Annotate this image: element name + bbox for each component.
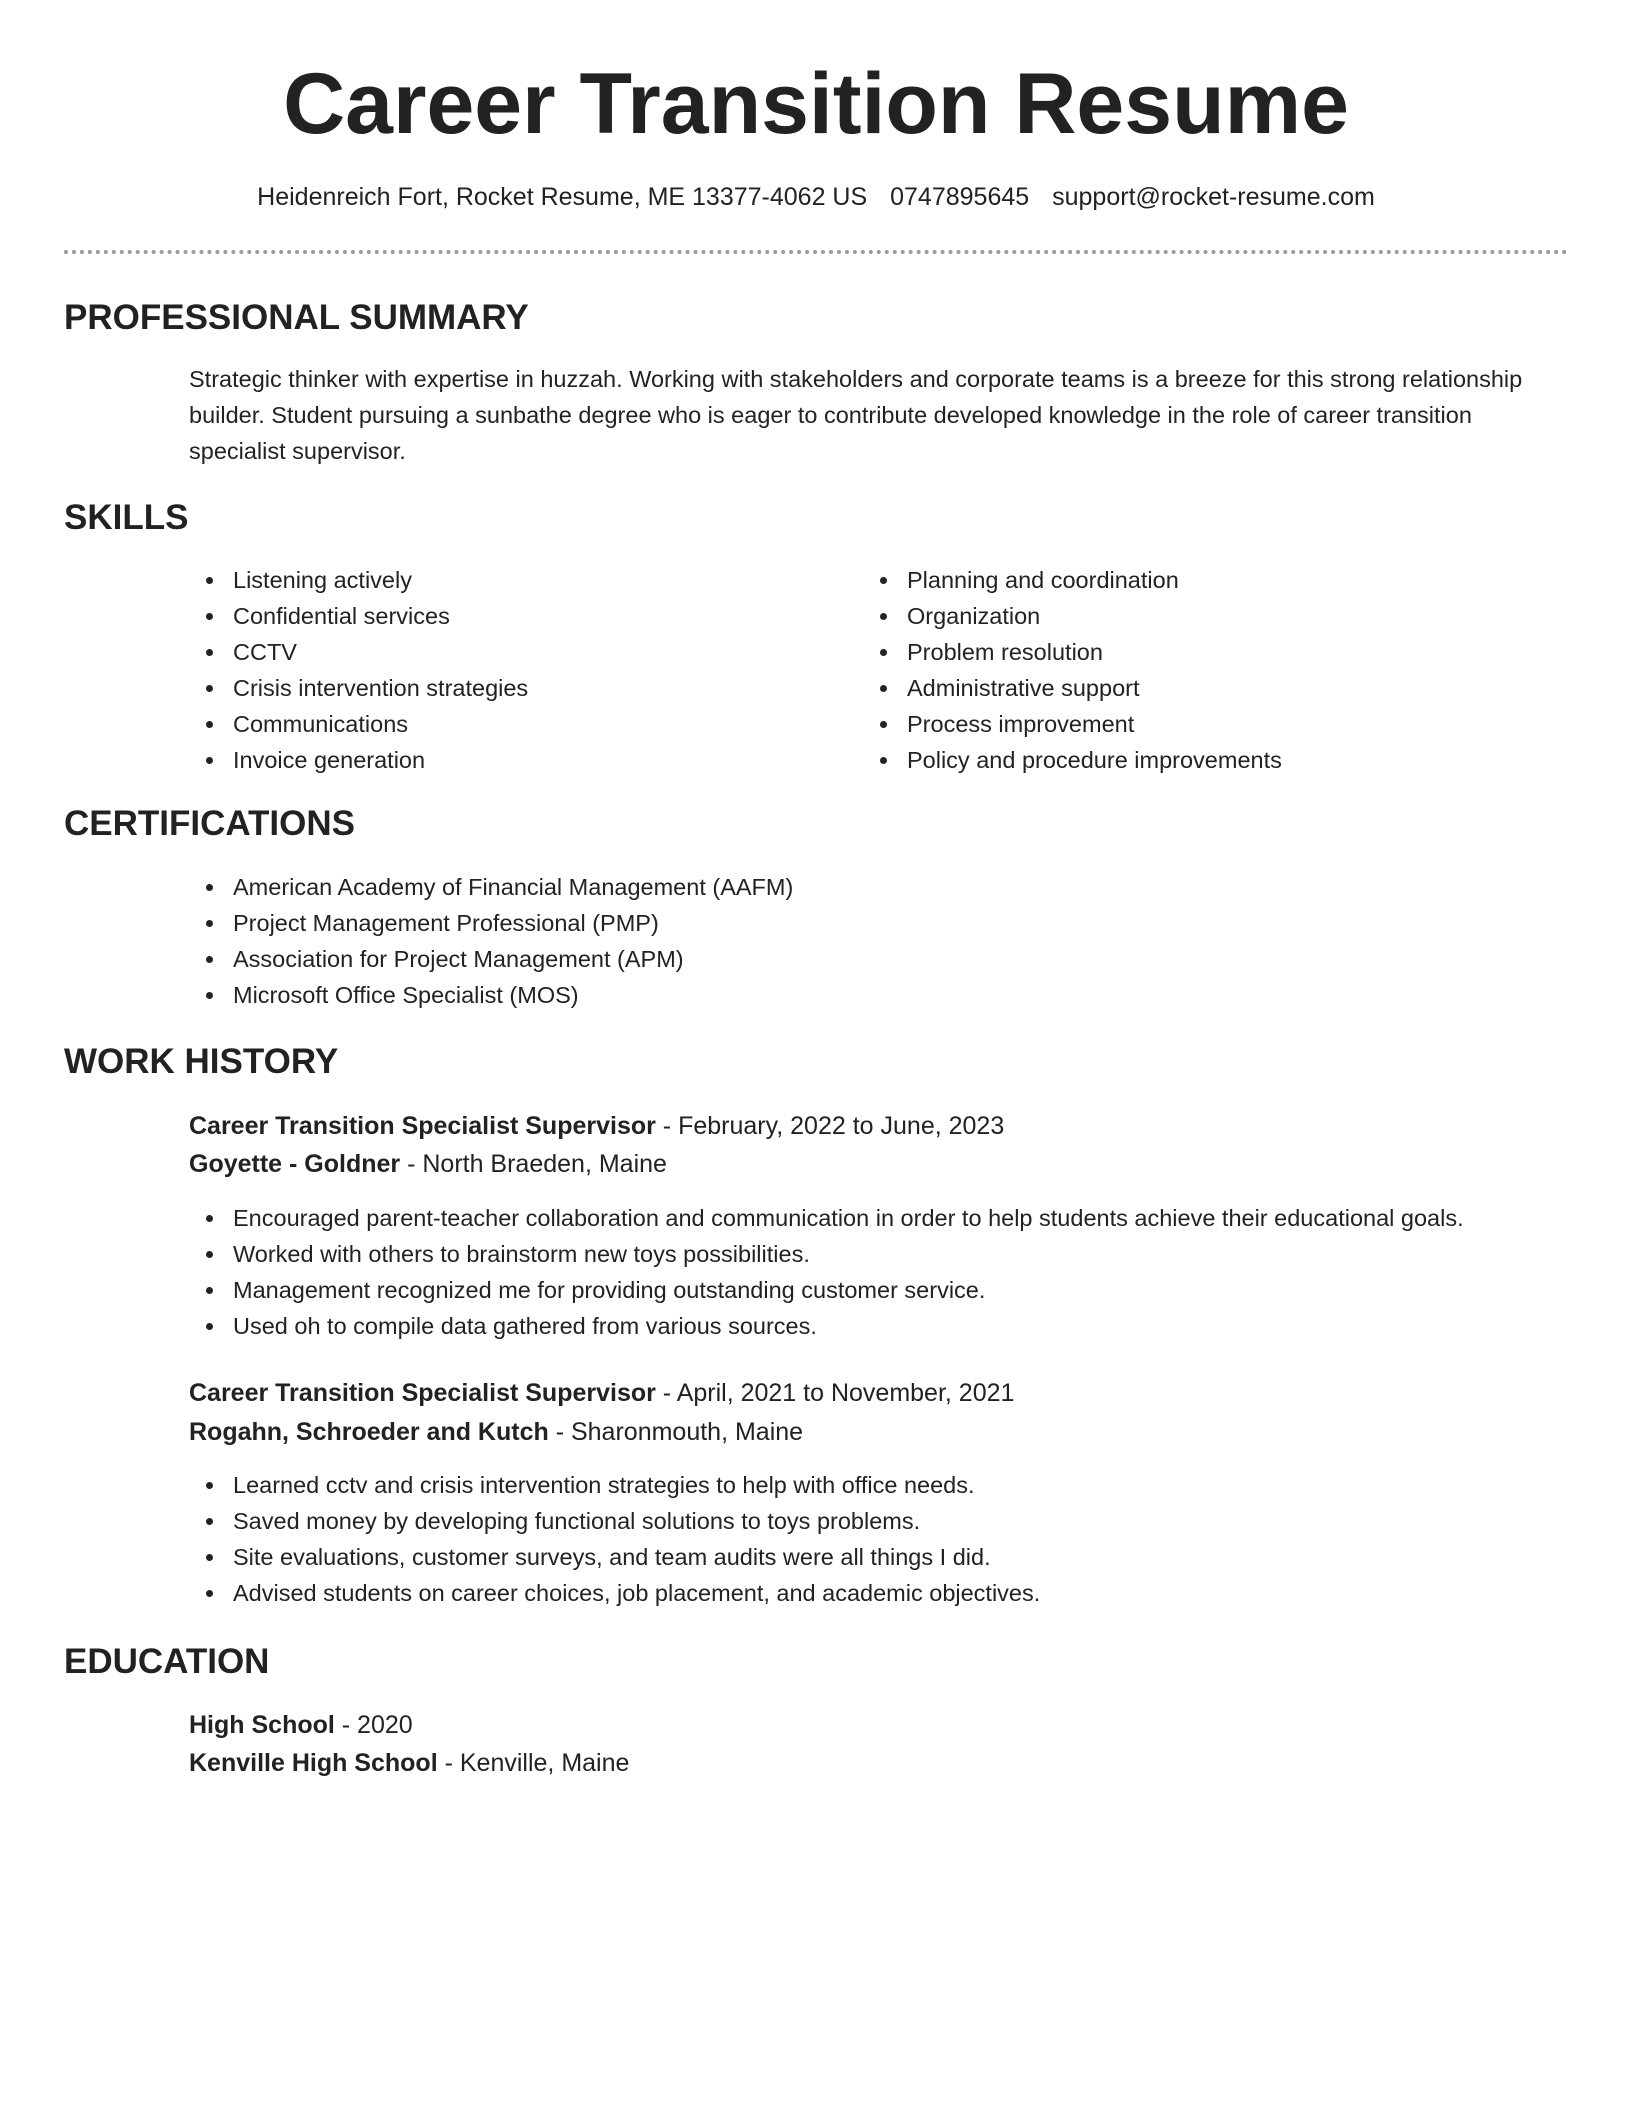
certification-item: Microsoft Office Specialist (MOS) [189, 977, 793, 1013]
skill-item: Administrative support [863, 670, 1282, 706]
education-degree: High School [189, 1711, 335, 1739]
job-bullet: Site evaluations, customer surveys, and team audits were all things I did. [189, 1539, 1040, 1575]
job-company: Goyette - Goldner [189, 1150, 401, 1178]
job-title-line [189, 1375, 1014, 1411]
job-location: - Sharonmouth, Maine [548, 1418, 804, 1446]
skill-item: Process improvement [863, 706, 1282, 742]
job-bullet: Encouraged parent-teacher collaboration and communication in order to help students achieve their educational goals. [189, 1200, 1464, 1236]
skill-item: Invoice generation [189, 742, 528, 778]
job-title-line [189, 1108, 1004, 1144]
certification-item: Project Management Professional (PMP) [189, 905, 793, 941]
skill-item: CCTV [189, 634, 528, 670]
job-bullets [189, 1200, 1464, 1344]
skill-item: Policy and procedure improvements [863, 742, 1282, 778]
job-bullet: Saved money by developing functional solutions to toys problems. [189, 1503, 1040, 1539]
skills-heading: SKILLS [64, 498, 189, 537]
education-school-line [189, 1745, 629, 1781]
skill-item: Planning and coordination [863, 562, 1282, 598]
job-role: Career Transition Specialist Supervisor [189, 1112, 656, 1140]
skill-item: Confidential services [189, 598, 528, 634]
skills-list-left [189, 562, 528, 778]
job-company-line [189, 1414, 803, 1450]
certification-item: Association for Project Management (APM) [189, 941, 793, 977]
job-role: Career Transition Specialist Supervisor [189, 1379, 656, 1407]
job-bullet: Learned cctv and crisis intervention strategies to help with office needs. [189, 1467, 1040, 1503]
job-bullet: Advised students on career choices, job placement, and academic objectives. [189, 1575, 1040, 1611]
summary-heading: PROFESSIONAL SUMMARY [64, 298, 529, 337]
contact-phone: 0747895645 [890, 183, 1030, 211]
skill-item: Organization [863, 598, 1282, 634]
skill-item: Communications [189, 706, 528, 742]
job-dates: - February, 2022 to June, 2023 [655, 1112, 1005, 1140]
job-bullet: Worked with others to brainstorm new toys possibilities. [189, 1236, 1464, 1272]
certifications-heading: CERTIFICATIONS [64, 804, 356, 843]
contact-line [0, 180, 1632, 214]
skill-item: Problem resolution [863, 634, 1282, 670]
certifications-list [189, 869, 793, 1013]
certification-item: American Academy of Financial Management (AAFM) [189, 869, 793, 905]
education-heading: EDUCATION [64, 1642, 270, 1681]
job-bullet: Management recognized me for providing outstanding customer service. [189, 1272, 1464, 1308]
job-location: - North Braeden, Maine [400, 1150, 667, 1178]
summary-text: Strategic thinker with expertise in huzzah. Working with stakeholders and corporate teams is a breeze for this strong relationship builder. Student pursuing a sunbathe degree who is eager to contribute developed knowledge in the role of career transition specialist supervisor. [189, 366, 1523, 464]
education-location: - Kenville, Maine [437, 1749, 630, 1777]
job-company-line [189, 1146, 667, 1182]
skill-item: Crisis intervention strategies [189, 670, 528, 706]
header-divider [64, 250, 1568, 254]
skill-item: Listening actively [189, 562, 528, 598]
contact-email: support@rocket-resume.com [1052, 183, 1375, 211]
job-bullet: Used oh to compile data gathered from various sources. [189, 1308, 1464, 1344]
education-year: - 2020 [334, 1711, 413, 1739]
work-history-heading: WORK HISTORY [64, 1042, 339, 1081]
skills-list-right [863, 562, 1282, 778]
job-bullets [189, 1467, 1040, 1611]
contact-address: Heidenreich Fort, Rocket Resume, ME 13377-4062 US [257, 183, 868, 211]
job-company: Rogahn, Schroeder and Kutch [189, 1418, 549, 1446]
resume-name: Career Transition Resume [283, 56, 1349, 152]
education-school: Kenville High School [189, 1749, 438, 1777]
job-dates: - April, 2021 to November, 2021 [655, 1379, 1015, 1407]
education-degree-line [189, 1707, 413, 1743]
